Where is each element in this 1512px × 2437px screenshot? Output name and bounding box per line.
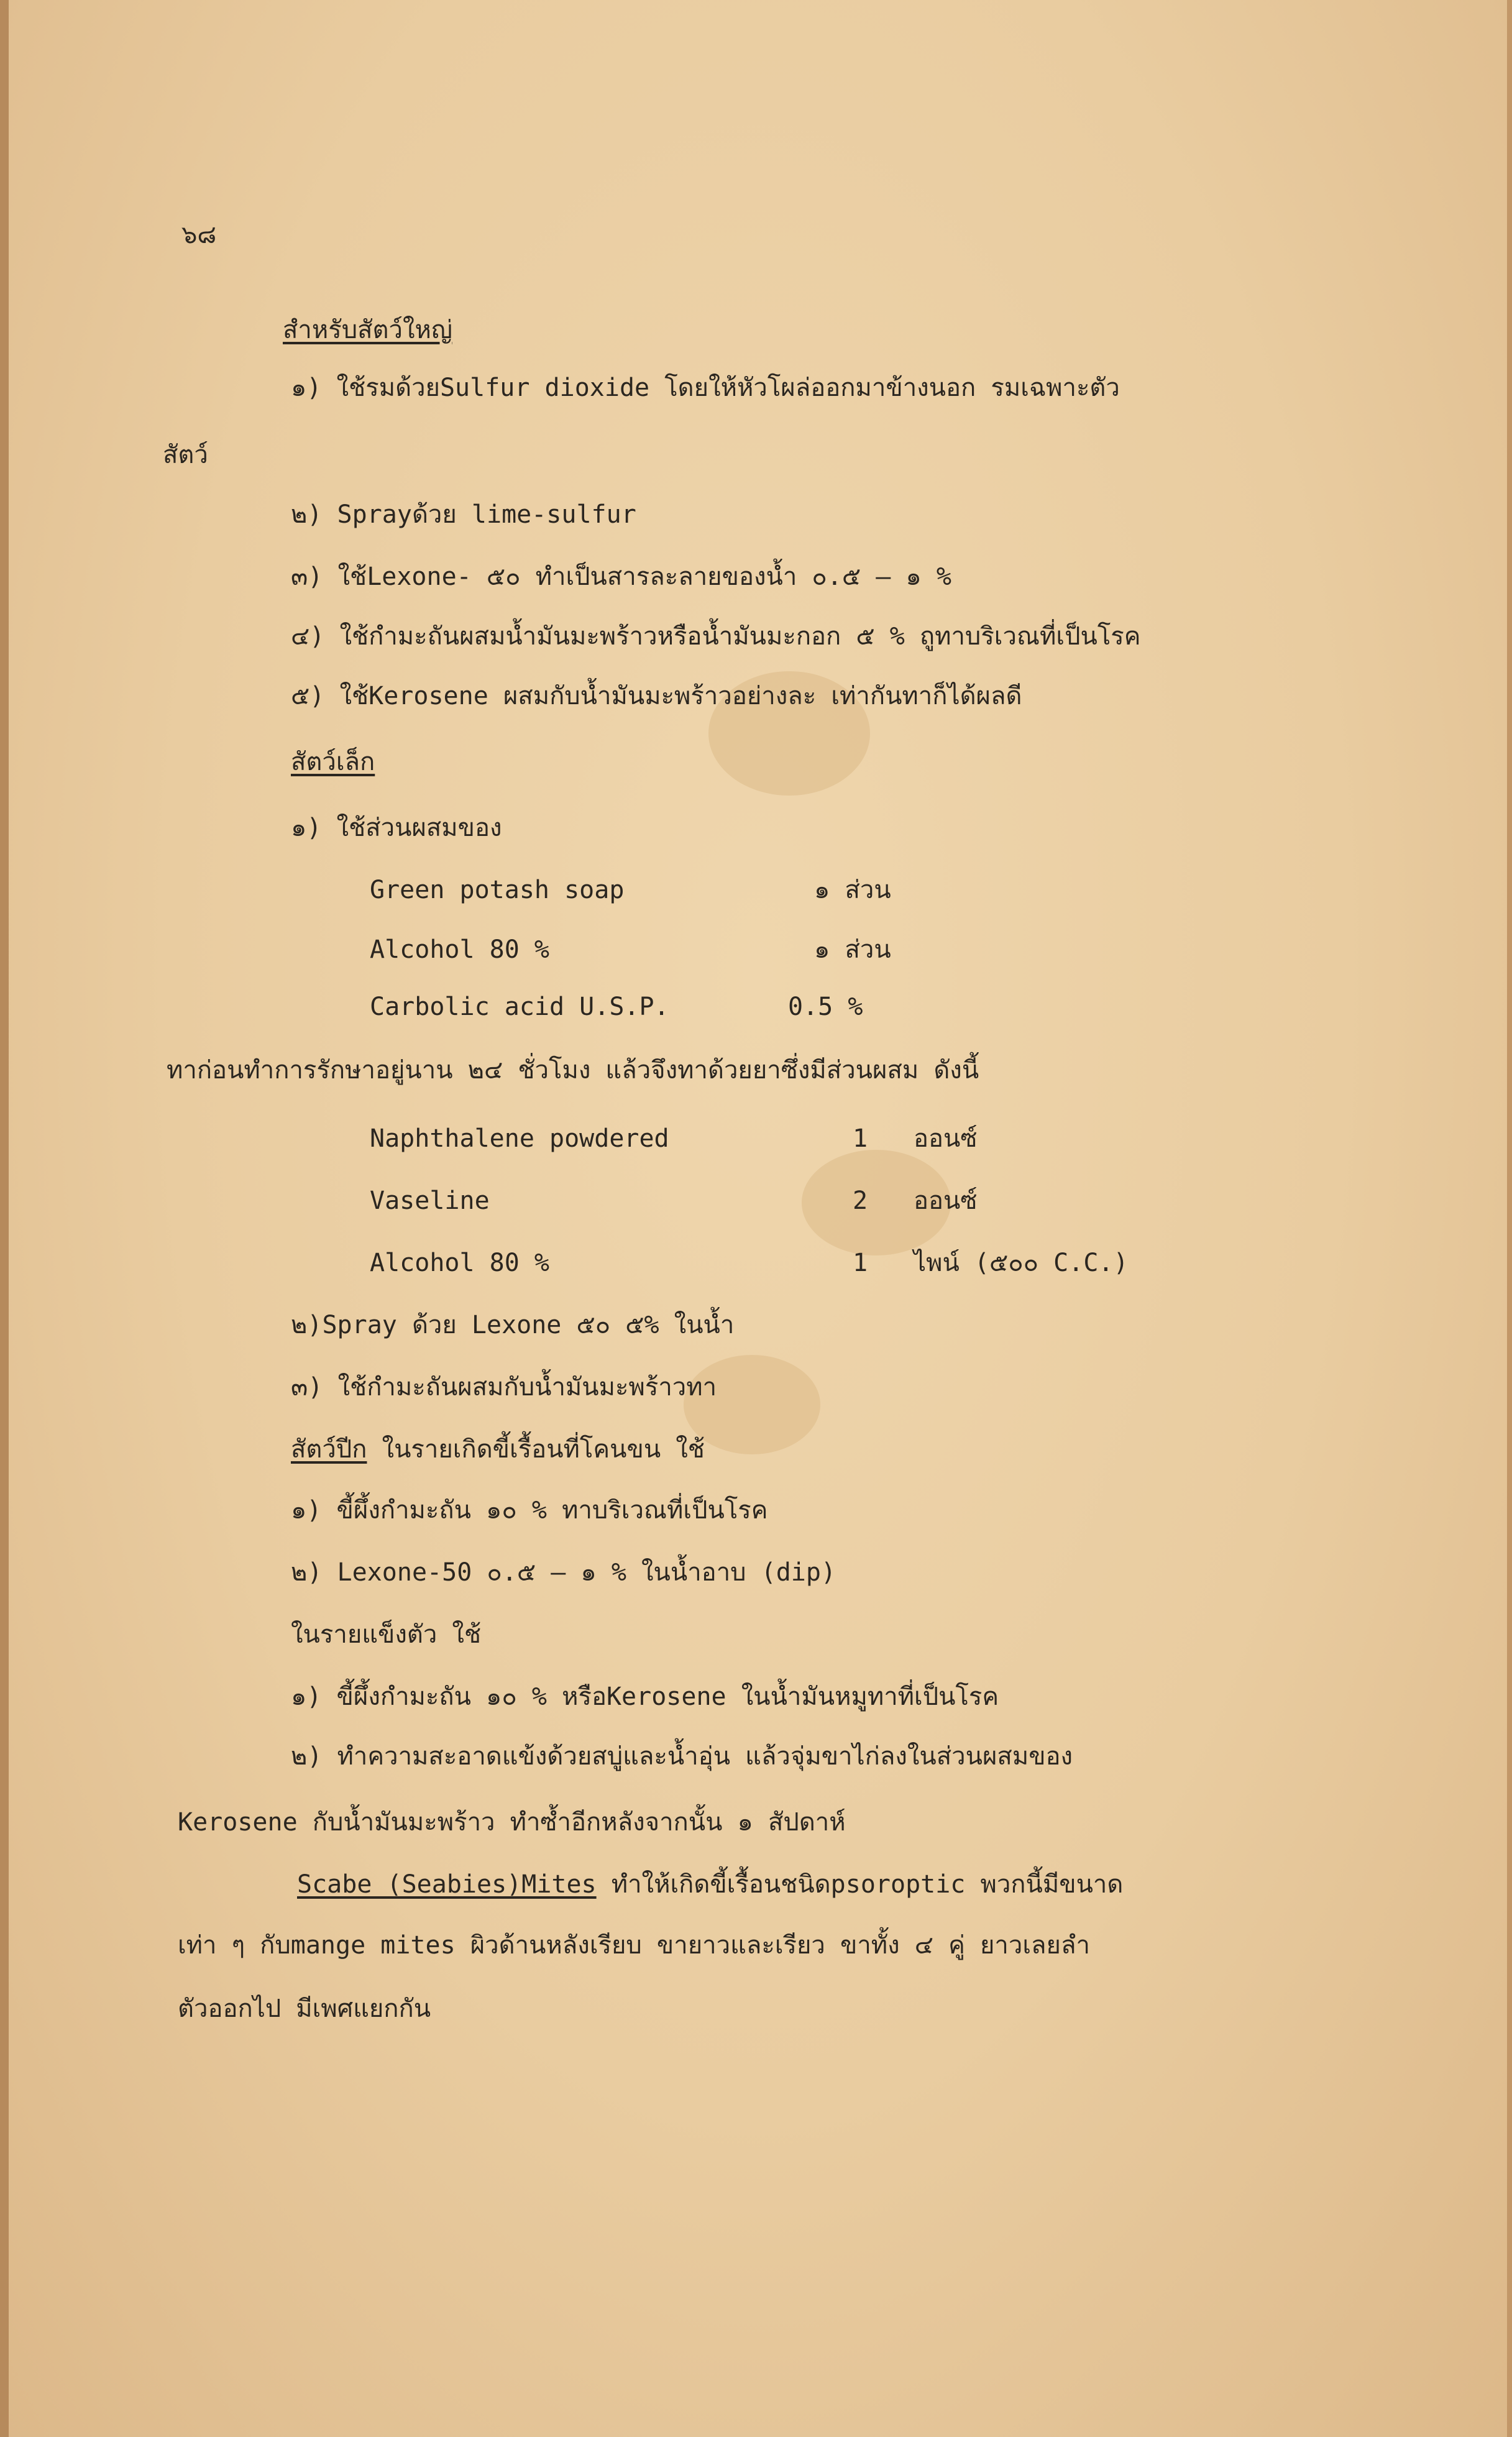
page-edge-left xyxy=(0,0,9,2437)
chronic-item-2-line-2: Kerosene กับน้ำมันมะพร้าว ทำซ้ำอีกหลังจากนั้น ๑ สัปดาห์ xyxy=(178,1808,846,1837)
mix1-amount-1: ๑ ส่วน xyxy=(814,876,891,904)
heading-large-animals: สำหรับสัตว์ใหญ่ xyxy=(283,316,452,344)
scabies-text-1: ทำให้เกิดขี้เรื้อนชนิดpsoroptic พวกนี้มีขนาด xyxy=(596,1870,1124,1899)
mix1-name-1: Green potash soap xyxy=(370,876,625,904)
page-number: ๖๘ xyxy=(181,221,217,249)
large-item-2: ๒) Sprayด้วย lime-sulfur xyxy=(291,500,636,529)
heading-birds: สัตว์ปีก xyxy=(291,1435,367,1464)
mix2-qty-3: 1 xyxy=(853,1249,868,1277)
large-item-5: ๕) ใช้Kerosene ผสมกับน้ำมันมะพร้าวอย่างละ เท่ากันทาก็ได้ผลดี xyxy=(291,682,1022,710)
birds-item-1: ๑) ขี้ผึ้งกำมะถัน ๑๐ % ทาบริเวณที่เป็นโรค xyxy=(291,1496,768,1525)
mix2-qty-2: 2 xyxy=(853,1186,868,1215)
mix2-unit-2: ออนซ์ xyxy=(914,1186,978,1215)
large-item-4: ๔) ใช้กำมะถันผสมน้ำมันมะพร้าวหรือน้ำมันมะกอก ๕ % ถูทาบริเวณที่เป็นโรค xyxy=(291,622,1141,651)
birds-heading-line xyxy=(291,1433,705,1466)
scabies-line-2: เท่า ๆ กับmange mites ผิวด้านหลังเรียบ ขายาวและเรียว ขาทั้ง ๔ คู่ ยาวเลยลำ xyxy=(178,1931,1090,1960)
large-item-3: ๓) ใช้Lexone- ๕๐ ทำเป็นสารละลายของน้ำ ๐.๕ – ๑ % xyxy=(291,562,951,591)
birds-intro: ในรายเกิดขี้เรื้อนที่โคนขน ใช้ xyxy=(367,1435,705,1464)
heading-small-animals: สัตว์เล็ก xyxy=(291,748,375,776)
apply-instruction: ทาก่อนทำการรักษาอยู่นาน ๒๔ ชั่วโมง แล้วจึงทาด้วยยาซึ่งมีส่วนผสม ดังนี้ xyxy=(167,1056,979,1085)
mix2-unit-3: ไพน์ (๕๐๐ C.C.) xyxy=(914,1249,1129,1277)
mix1-name-2: Alcohol 80 % xyxy=(370,935,549,964)
mix1-amount-3: 0.5 % xyxy=(788,993,863,1021)
scabies-title: Scabe (Seabies)Mites xyxy=(297,1870,597,1899)
large-item-1-line-2: สัตว์ xyxy=(163,441,208,469)
large-item-1-line-1: ๑) ใช้รมด้วยSulfur dioxide โดยให้หัวโผล่ออกมาข้างนอก รมเฉพาะตัว xyxy=(291,374,1120,402)
chronic-cases: ในรายแข็งตัว ใช้ xyxy=(291,1620,482,1649)
page-edge-right xyxy=(1507,0,1512,2437)
mix2-name-2: Vaseline xyxy=(370,1186,490,1215)
chronic-item-1: ๑) ขี้ผึ้งกำมะถัน ๑๐ % หรือKerosene ในน้ำมันหมูทาที่เป็นโรค xyxy=(291,1682,999,1711)
chronic-item-2-line-1: ๒) ทำความสะอาดแข้งด้วยสบู่และน้ำอุ่น แล้วจุ่มขาไก่ลงในส่วนผสมของ xyxy=(291,1742,1073,1771)
mix2-unit-1: ออนซ์ xyxy=(914,1124,978,1153)
birds-item-2: ๒) Lexone-50 ๐.๕ – ๑ % ในน้ำอาบ (dip) xyxy=(291,1558,836,1587)
scabies-line-1 xyxy=(297,1868,1123,1901)
small-item-2: ๒)Spray ด้วย Lexone ๕๐ ๕% ในน้ำ xyxy=(291,1311,735,1339)
mix1-amount-2: ๑ ส่วน xyxy=(814,935,891,964)
small-item-3: ๓) ใช้กำมะถันผสมกับน้ำมันมะพร้าวทา xyxy=(291,1373,717,1402)
mix1-name-3: Carbolic acid U.S.P. xyxy=(370,993,669,1021)
mix2-qty-1: 1 xyxy=(853,1124,868,1153)
small-item-1: ๑) ใช้ส่วนผสมของ xyxy=(291,814,502,842)
scabies-line-3: ตัวออกไป มีเพศแยกกัน xyxy=(178,1994,431,2023)
mix2-name-3: Alcohol 80 % xyxy=(370,1249,549,1277)
mix2-name-1: Naphthalene powdered xyxy=(370,1124,669,1153)
